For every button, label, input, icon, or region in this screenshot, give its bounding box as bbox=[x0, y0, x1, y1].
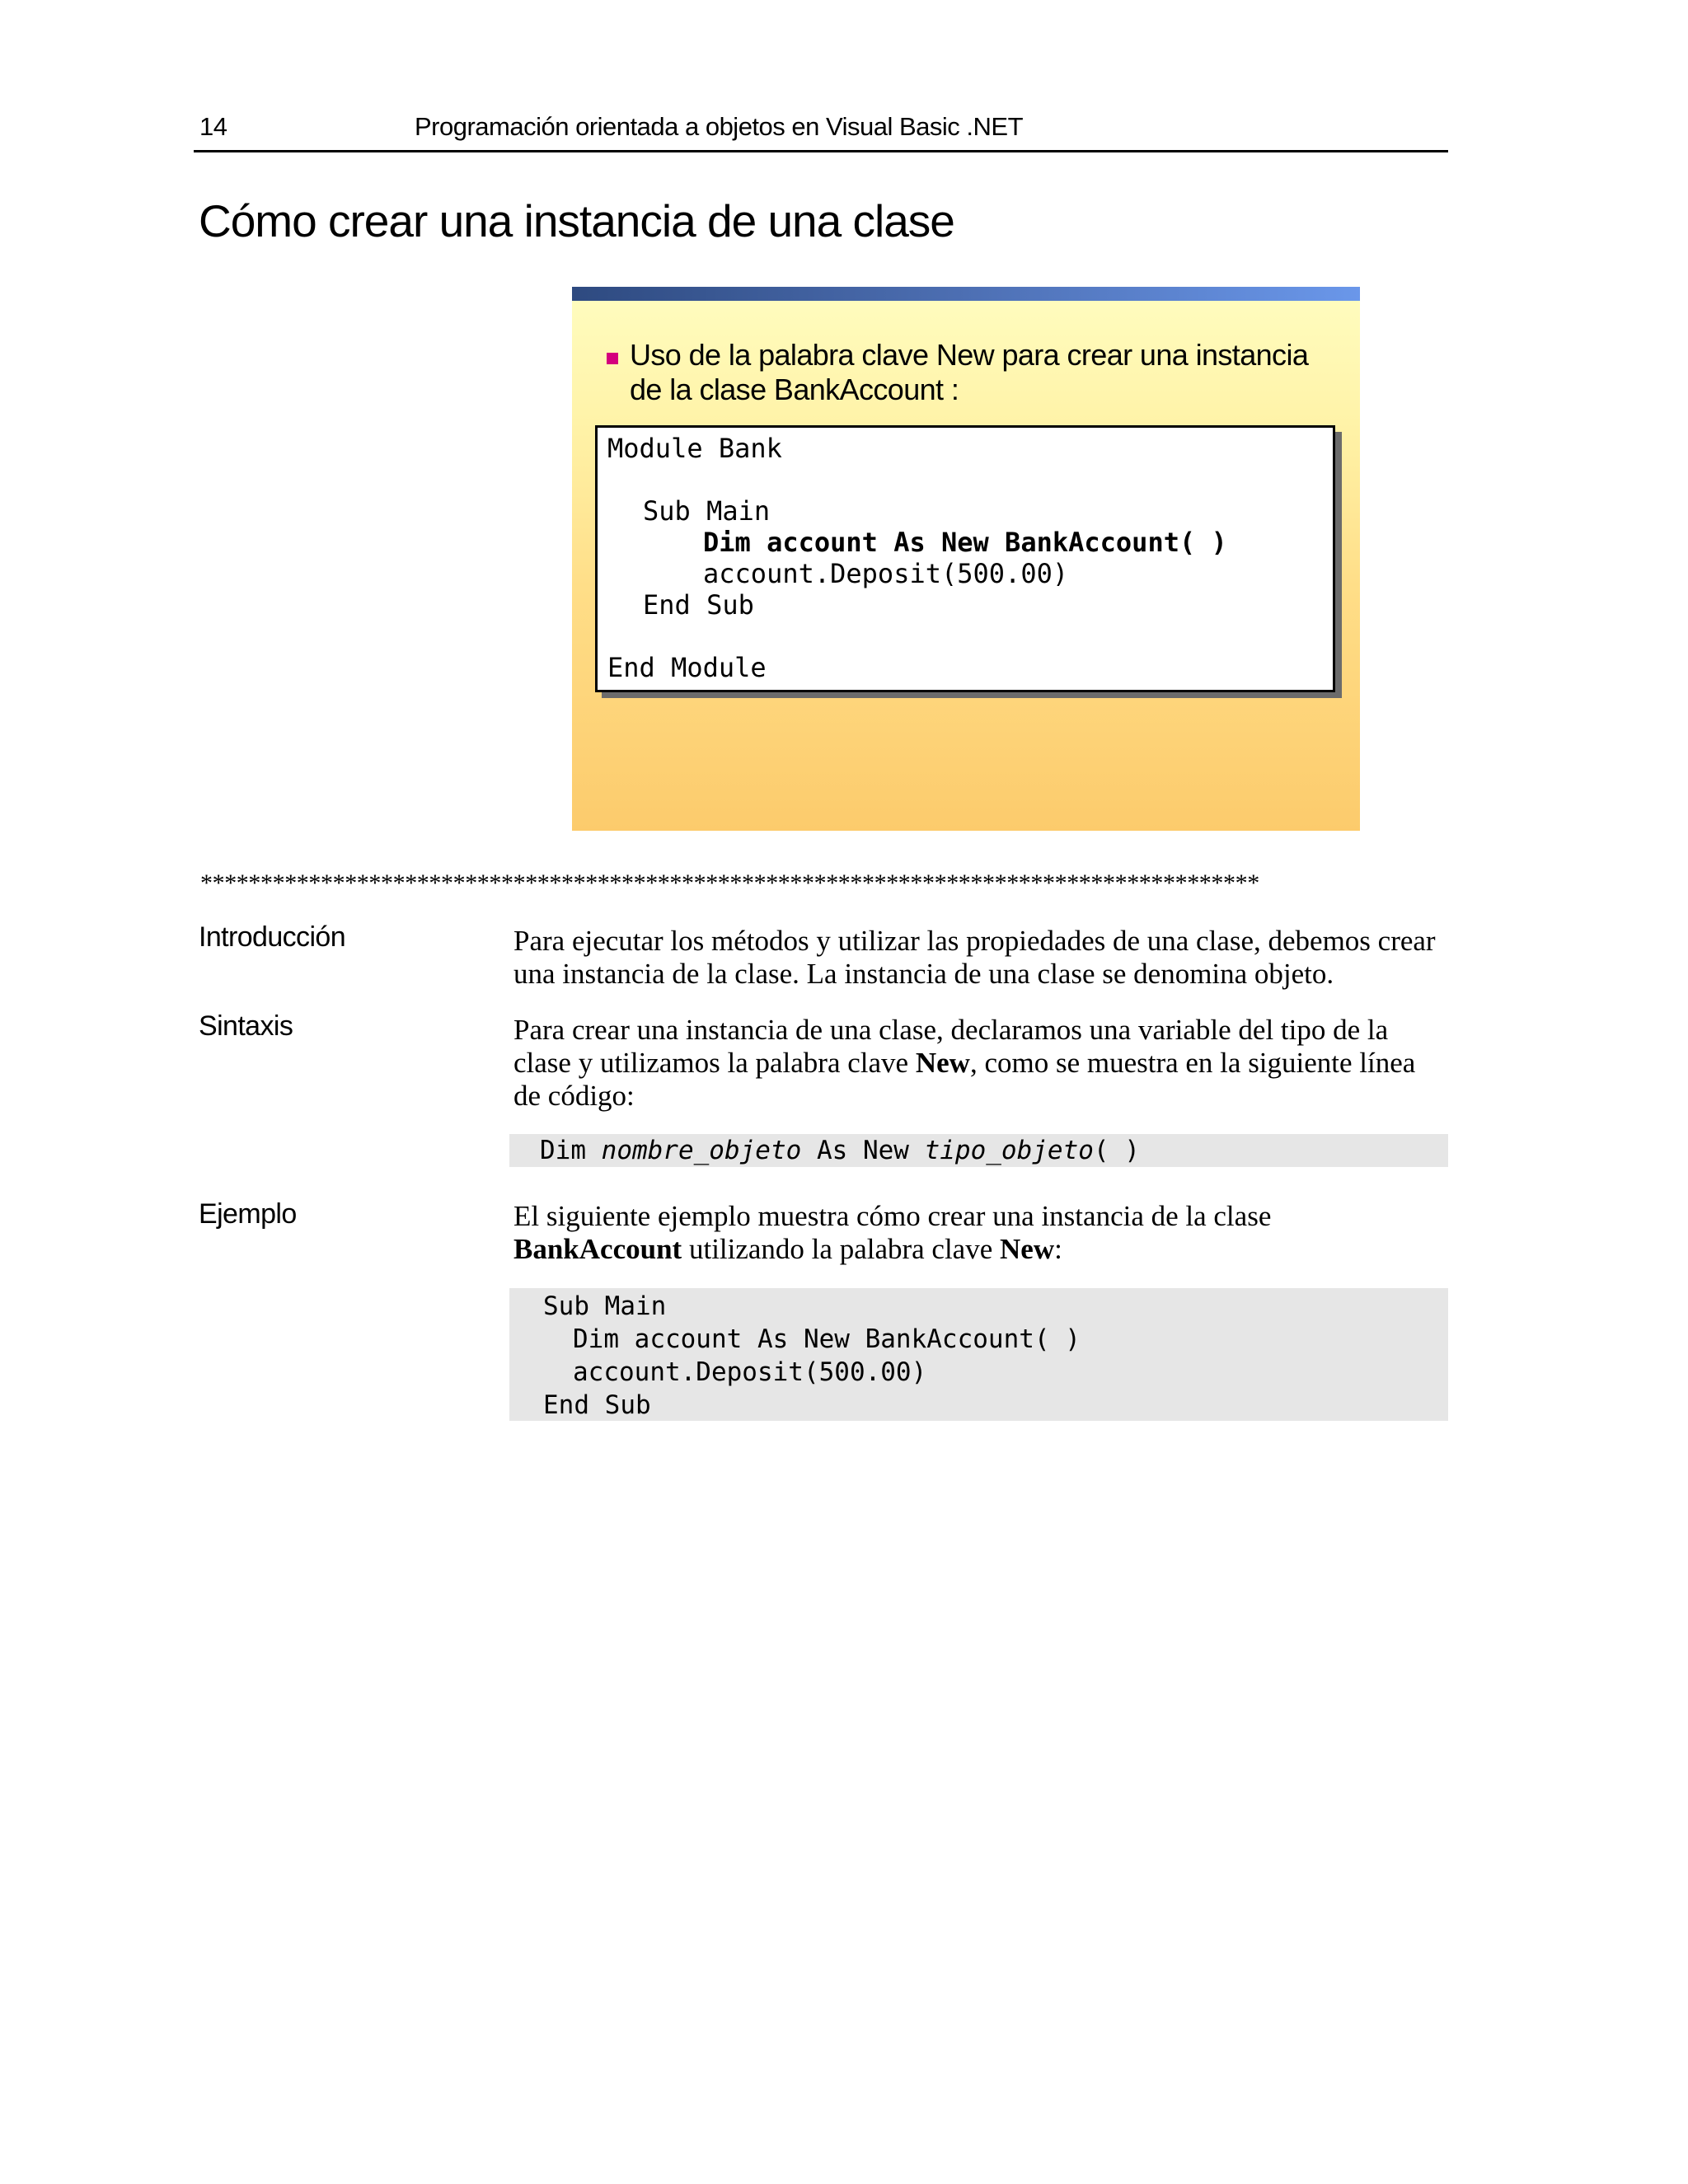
slide-code-line: account.Deposit(500.00) bbox=[703, 558, 1069, 589]
section-label-syntax: Sintaxis bbox=[199, 1010, 293, 1042]
section-label-example: Ejemplo bbox=[199, 1198, 297, 1230]
syntax-code-line: Dim nombre_objeto As New tipo_objeto( ) bbox=[540, 1136, 1140, 1165]
example-code-block bbox=[509, 1288, 1448, 1421]
slide-code-box bbox=[595, 425, 1335, 692]
example-code-line: account.Deposit(500.00) bbox=[573, 1357, 927, 1387]
slide-code-line: Sub Main bbox=[643, 495, 771, 527]
syntax-code-block bbox=[509, 1134, 1448, 1167]
slide-title-bar bbox=[572, 287, 1360, 301]
slide-code-line: Dim account As New BankAccount( ) bbox=[703, 527, 1227, 558]
page-header bbox=[194, 112, 1448, 152]
slide-bullet-text: Uso de la palabra clave New para crear una instancia de la clase BankAccount : bbox=[630, 338, 1309, 406]
section-label-intro: Introducción bbox=[199, 921, 346, 953]
page-title: Cómo crear una instancia de una clase bbox=[199, 195, 954, 246]
slide-code-line: End Module bbox=[607, 652, 767, 683]
slide-code-line: Module Bank bbox=[607, 433, 782, 464]
example-code-line: Dim account As New BankAccount( ) bbox=[573, 1324, 1081, 1354]
section-text-example: El siguiente ejemplo muestra cómo crear una instancia de la clase BankAccount utilizando la palabra clave New: bbox=[513, 1200, 1272, 1265]
example-code-line: Sub Main bbox=[543, 1291, 667, 1321]
page-number: 14 bbox=[199, 112, 227, 141]
running-title: Programación orientada a objetos en Visual Basic .NET bbox=[415, 112, 1024, 141]
slide-code-line: End Sub bbox=[643, 589, 754, 621]
slide-illustration bbox=[572, 287, 1360, 831]
example-code-line: End Sub bbox=[543, 1390, 651, 1420]
separator-stars: **************************************************************************************** bbox=[200, 869, 1259, 897]
section-text-syntax: Para crear una instancia de una clase, declaramos una variable del tipo de la clase y utilizamos la palabra clave New, como se muestra en la siguiente línea de código: bbox=[513, 1014, 1416, 1112]
bullet-square-icon bbox=[607, 353, 618, 364]
section-text-intro: Para ejecutar los métodos y utilizar las propiedades de una clase, debemos crear una instancia de la clase. La instancia de una clase se denomina objeto. bbox=[513, 925, 1436, 990]
